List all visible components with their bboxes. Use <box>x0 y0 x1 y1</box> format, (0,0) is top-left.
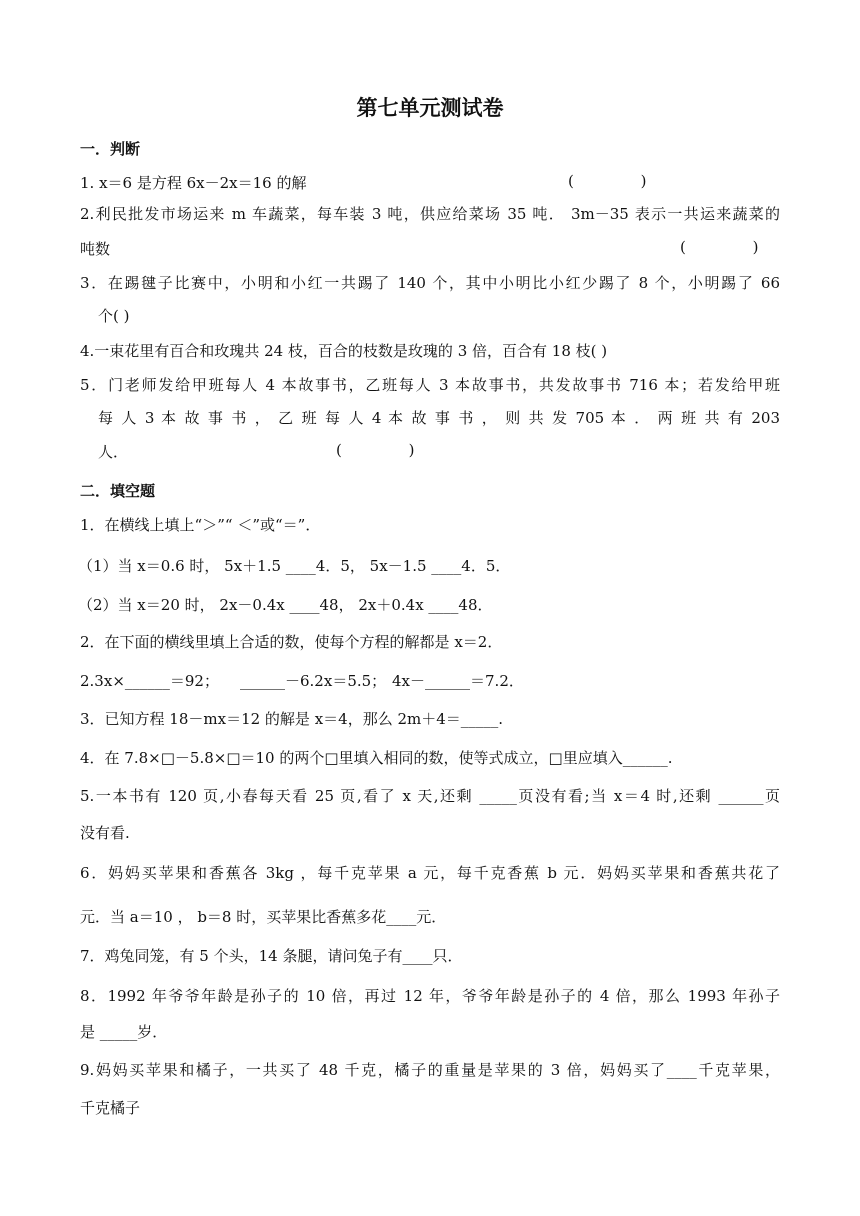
judge-item-5-cont: 每 人 3 本 故 事 书 ， 乙 班 每 人 4 本 故 事 书 ， 则 共 发 705 本 ． 两 班 共 有 203 <box>98 409 780 427</box>
fill-q3: 3．已知方程 18－mx＝12 的解是 x＝4，那么 2m＋4＝_____. <box>80 710 504 728</box>
section-heading-judgement: 一．判断 <box>80 140 141 158</box>
fill-q1-sub1: （1）当 x＝0.6 时， 5x＋1.5 ____4．5， 5x－1.5 ____4．5． <box>78 557 511 575</box>
judge-item-2: 2.利民批发市场运来 m 车蔬菜，每车装 3 吨，供应给菜场 35 吨． 3m－35 表示一共运来蔬菜的 <box>80 205 780 223</box>
fill-q5: 5.一本书有 120 页,小春每天看 25 页,看了 x 天,还剩 _____页没有看;当 x＝4 时,还剩 ______页 <box>80 787 780 805</box>
page-title: 第七单元测试卷 <box>356 96 504 120</box>
fill-q9: 9.妈妈买苹果和橘子，一共买了 48 千克，橘子的重量是苹果的 3 倍，妈妈买了____千克苹果， <box>80 1061 780 1079</box>
fill-q8: 8．1992 年爷爷年龄是孙子的 10 倍，再过 12 年，爷爷年龄是孙子的 4 倍，那么 1993 年孙子 <box>80 987 780 1005</box>
fill-q2-eq1: 2.3x×______＝92； <box>80 672 219 690</box>
judge-item-3-cont: 个( ) <box>98 307 130 325</box>
fill-q9-cont: 千克橘子 <box>80 1099 141 1117</box>
fill-q6: 6．妈妈买苹果和香蕉各 3kg ，每千克苹果 a 元，每千克香蕉 b 元．妈妈买苹果和香蕉共花了 <box>80 864 780 882</box>
fill-q5-cont: 没有看. <box>80 824 130 842</box>
judge-item-3: 3．在踢毽子比赛中，小明和小红一共踢了 140 个，其中小明比小红少踢了 8 个，小明踢了 66 <box>80 274 780 292</box>
fill-q4: 4．在 7.8×□－5.8×□＝10 的两个□里填入相同的数，使等式成立，□里应填入______. <box>80 749 673 767</box>
fill-q2-stem: 2．在下面的横线里填上合适的数，使每个方程的解都是 x＝2． <box>80 633 503 651</box>
answer-blank-2[interactable]: ( ) <box>680 238 759 256</box>
answer-blank-1[interactable]: ( ) <box>568 172 647 190</box>
judge-item-4: 4.一束花里有百合和玫瑰共 24 枝，百合的枝数是玫瑰的 3 倍，百合有 18 枝( ) <box>80 342 608 360</box>
answer-blank-5[interactable]: ( ) <box>336 441 415 459</box>
fill-q2-eq2: ______－6.2x＝5.5； <box>240 672 387 690</box>
judge-item-1: 1. x＝6 是方程 6x－2x＝16 的解 <box>80 174 307 192</box>
fill-q1-sub2: （2）当 x＝20 时， 2x－0.4x ____48， 2x＋0.4x ____48． <box>78 596 493 614</box>
judge-item-5: 5．门老师发给甲班每人 4 本故事书，乙班每人 3 本故事书，共发故事书 716 本；若发给甲班 <box>80 376 780 394</box>
fill-q8-cont: 是 _____岁． <box>80 1023 168 1041</box>
fill-q7: 7．鸡兔同笼，有 5 个头，14 条腿，请问兔子有____只． <box>80 947 463 965</box>
section-heading-fill-blank: 二．填空题 <box>80 482 156 500</box>
fill-q6-cont: 元．当 a＝10 ， b＝8 时，买苹果比香蕉多花____元． <box>80 908 447 926</box>
fill-q1-stem: 1．在横线上填上“＞”“ ＜”或“＝”． <box>80 516 321 534</box>
judge-item-2-cont: 吨数 <box>80 240 111 258</box>
judge-item-5-cont2: 人． <box>98 443 129 461</box>
fill-q2-eq3: 4x－______＝7.2． <box>392 672 524 690</box>
